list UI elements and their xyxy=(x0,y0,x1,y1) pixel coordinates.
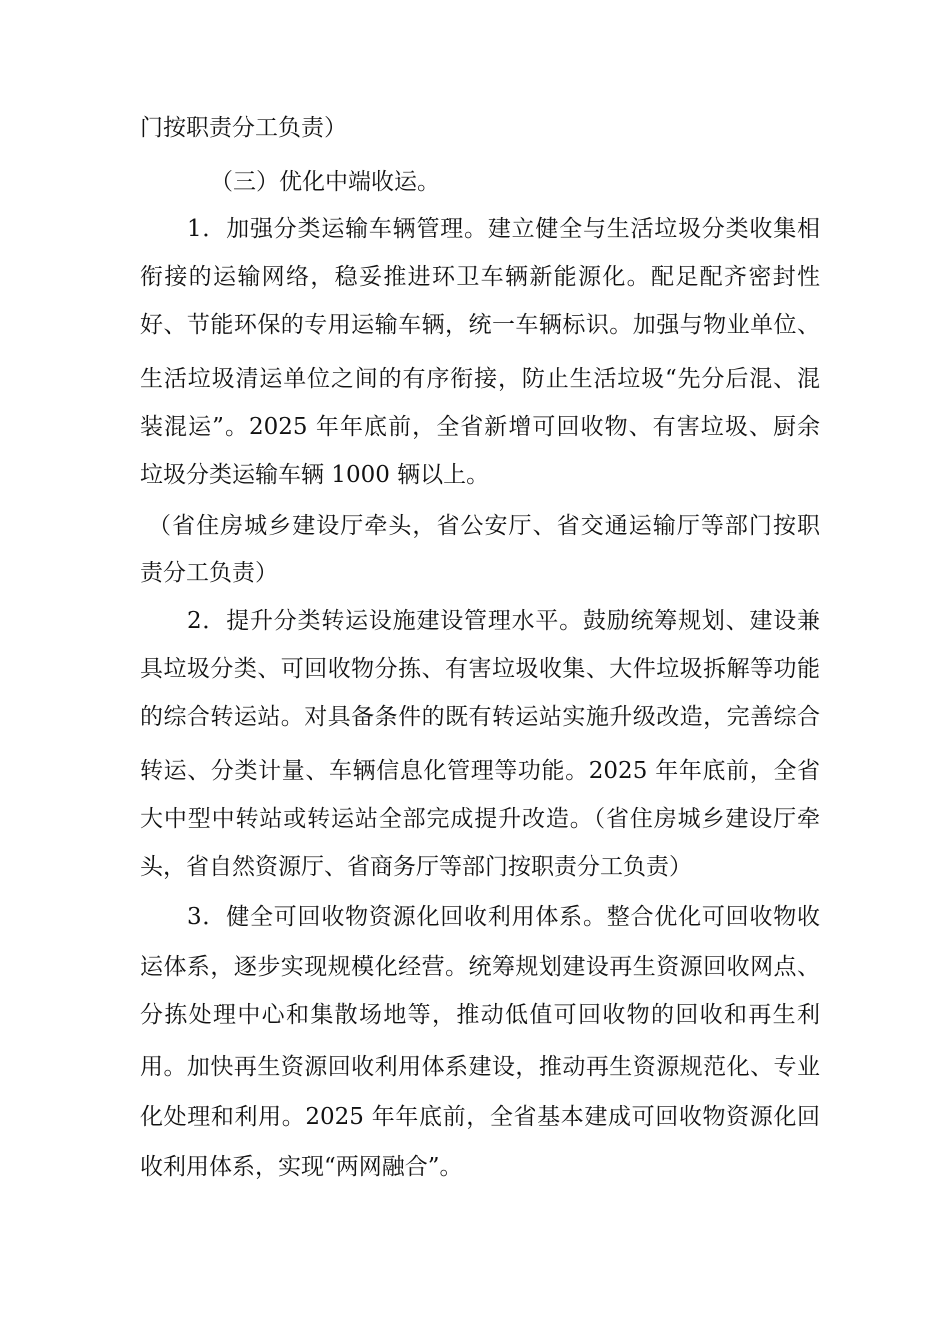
section-heading: （三）优化中端收运。 xyxy=(210,169,440,195)
text-line-19: 分拣处理中心和集散场地等，推动低值可回收物的回收和再生利 xyxy=(140,1002,820,1028)
text-line-17: 3．健全可回收物资源化回收利用体系。整合优化可回收物收 xyxy=(187,904,820,930)
text-line-14: 转运、分类计量、车辆信息化管理等功能。2025 年年底前，全省 xyxy=(140,758,820,784)
text-line-9: （省住房城乡建设厅牵头，省公安厅、省交通运输厅等部门按职 xyxy=(148,513,820,539)
text-line-7: 装混运”。2025 年年底前，全省新增可回收物、有害垃圾、厨余 xyxy=(140,414,820,440)
text-line-6: 生活垃圾清运单位之间的有序衔接，防止生活垃圾“先分后混、混 xyxy=(140,366,820,392)
text-line-16: 头，省自然资源厅、省商务厅等部门按职责分工负责） xyxy=(140,854,692,880)
text-line-20: 用。加快再生资源回收利用体系建设，推动再生资源规范化、专业 xyxy=(140,1054,820,1080)
text-line-21: 化处理和利用。2025 年年底前，全省基本建成可回收物资源化回 xyxy=(140,1104,820,1130)
text-line-18: 运体系，逐步实现规模化经营。统筹规划建设再生资源回收网点、 xyxy=(140,954,820,980)
text-line-4: 衔接的运输网络，稳妥推进环卫车辆新能源化。配足配齐密封性 xyxy=(140,264,820,290)
text-line-5: 好、节能环保的专用运输车辆，统一车辆标识。加强与物业单位、 xyxy=(140,312,820,338)
text-line-11: 2．提升分类转运设施建设管理水平。鼓励统筹规划、建设兼 xyxy=(187,608,820,634)
text-line-10: 责分工负责） xyxy=(140,560,278,586)
text-line-1: 门按职责分工负责） xyxy=(140,115,347,141)
text-line-15: 大中型中转站或转运站全部完成提升改造。（省住房城乡建设厅牵 xyxy=(140,806,820,832)
text-line-13: 的综合转运站。对具备条件的既有转运站实施升级改造，完善综合 xyxy=(140,704,820,730)
text-line-8: 垃圾分类运输车辆 1000 辆以上。 xyxy=(140,462,490,488)
text-line-22: 收利用体系，实现“两网融合”。 xyxy=(140,1154,463,1180)
text-line-12: 具垃圾分类、可回收物分拣、有害垃圾收集、大件垃圾拆解等功能 xyxy=(140,656,820,682)
text-line-3: 1．加强分类运输车辆管理。建立健全与生活垃圾分类收集相 xyxy=(187,216,820,242)
